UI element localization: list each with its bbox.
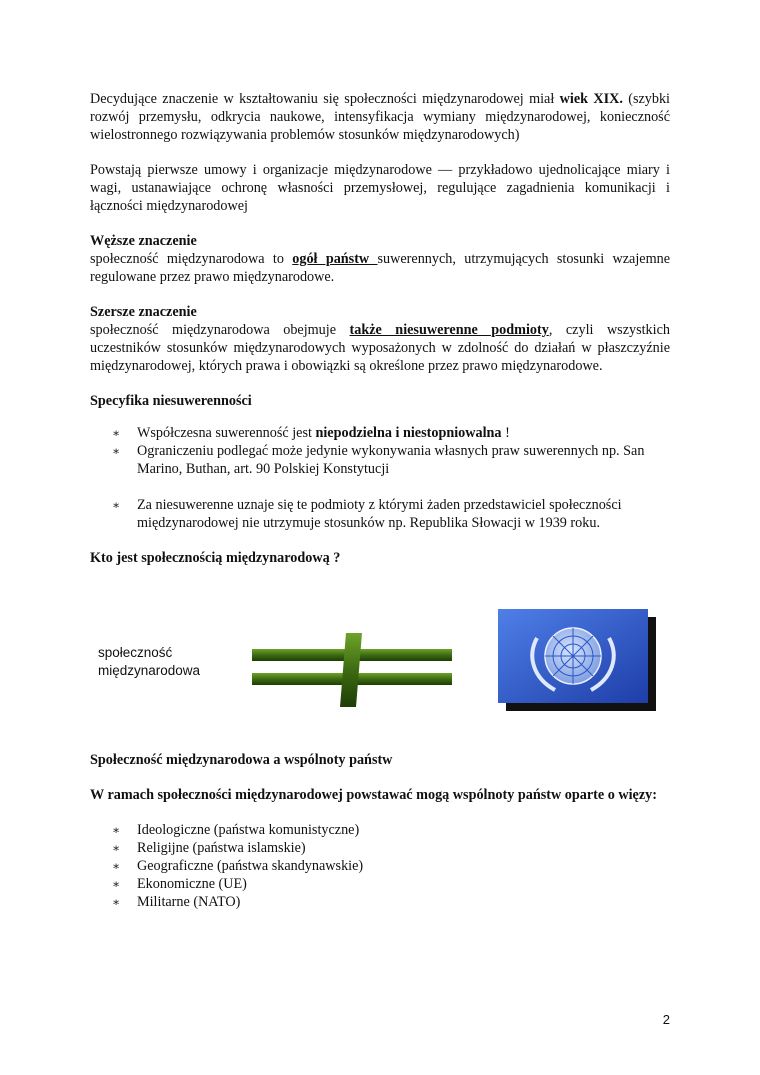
paragraph-first-organizations: Powstają pierwsze umowy i organizacje międzynarodowe — przykładowo ujednolicające miary i wagi, ustanawiające ochronę własności przemysłowej, regulujące zagadnienia komunikacji i łączności międzynarodowej <box>90 162 670 214</box>
comparison-diagram <box>90 609 670 729</box>
un-emblem-icon <box>498 609 656 711</box>
emphasis-non-sovereign: także niesuwerenne podmioty <box>349 322 549 338</box>
subheading-communities: W ramach społeczności międzynarodowej powstawać mogą wspólnoty państw oparte o więzy: <box>90 787 657 803</box>
heading-communities: Społeczność międzynarodowa a wspólnoty państw <box>90 752 393 768</box>
paragraph-nineteenth-century <box>90 90 670 144</box>
list-item: ∗ Ekonomiczne (UE) <box>112 875 670 893</box>
document-page <box>90 90 670 911</box>
diagram-label: społeczność międzynarodowa <box>98 645 201 678</box>
list-item: ∗ Za niesuwerenne uznaje się te podmioty z którymi żaden przedstawiciel społeczności międzynarodowej nie utrzymuje stosunków np. Republika Słowacji w 1939 roku. <box>112 496 670 532</box>
list-item: ∗ Współczesna suwerenność jest niepodzielna i niestopniowalna ! <box>112 424 670 442</box>
list-item: ∗ Religijne (państwa islamskie) <box>112 839 670 857</box>
heading-broad-meaning: Szersze znaczenie <box>90 304 197 320</box>
not-equal-icon <box>252 629 452 709</box>
paragraph-narrow-meaning: społeczność międzynarodowa to ogół państw suwerennych, utrzymujących stosunki wzajemne regulowane przez prawo międzynarodowe. <box>90 251 670 285</box>
para1-rest: (szybki rozwój przemysłu, odkrycia naukowe, intensyfikacja wymiany międzynarodowej, konieczność wielostronnego rozwiązywania problemów stosunków międzynarodowych) <box>90 91 670 143</box>
page-number: 2 <box>662 1012 670 1027</box>
list-item: ∗ Geograficzne (państwa skandynawskie) <box>112 857 670 875</box>
heading-question: Kto jest społecznością międzynarodową ? <box>90 550 341 566</box>
list-item: ∗ Ideologiczne (państwa komunistyczne) <box>112 821 670 839</box>
para1-bold: wiek XIX. <box>559 91 623 107</box>
heading-narrow-meaning: Węższe znaczenie <box>90 233 197 249</box>
list-item: ∗ Militarne (NATO) <box>112 893 670 911</box>
specificity-list <box>90 424 670 532</box>
para1-lead: Decydujące znaczenie w kształtowaniu się społeczności międzynarodowej miał <box>90 91 560 107</box>
paragraph-broad-meaning: społeczność międzynarodowa obejmuje także niesuwerenne podmioty, czyli wszystkich uczestników stosunków międzynarodowych wyposażonych w zdolność do działań w płaszczyźnie międzynarodowej, których prawa i obowiązki są określone przez prawo międzynarodowe. <box>90 322 670 374</box>
communities-list <box>90 821 670 911</box>
list-item: ∗ Ograniczeniu podlegać może jedynie wykonywania własnych praw suwerennych np. San Marino, Buthan, art. 90 Polskiej Konstytucji <box>112 442 670 478</box>
heading-specificity: Specyfika niesuwerenności <box>90 393 252 409</box>
emphasis-all-states: ogół państw <box>292 251 378 267</box>
